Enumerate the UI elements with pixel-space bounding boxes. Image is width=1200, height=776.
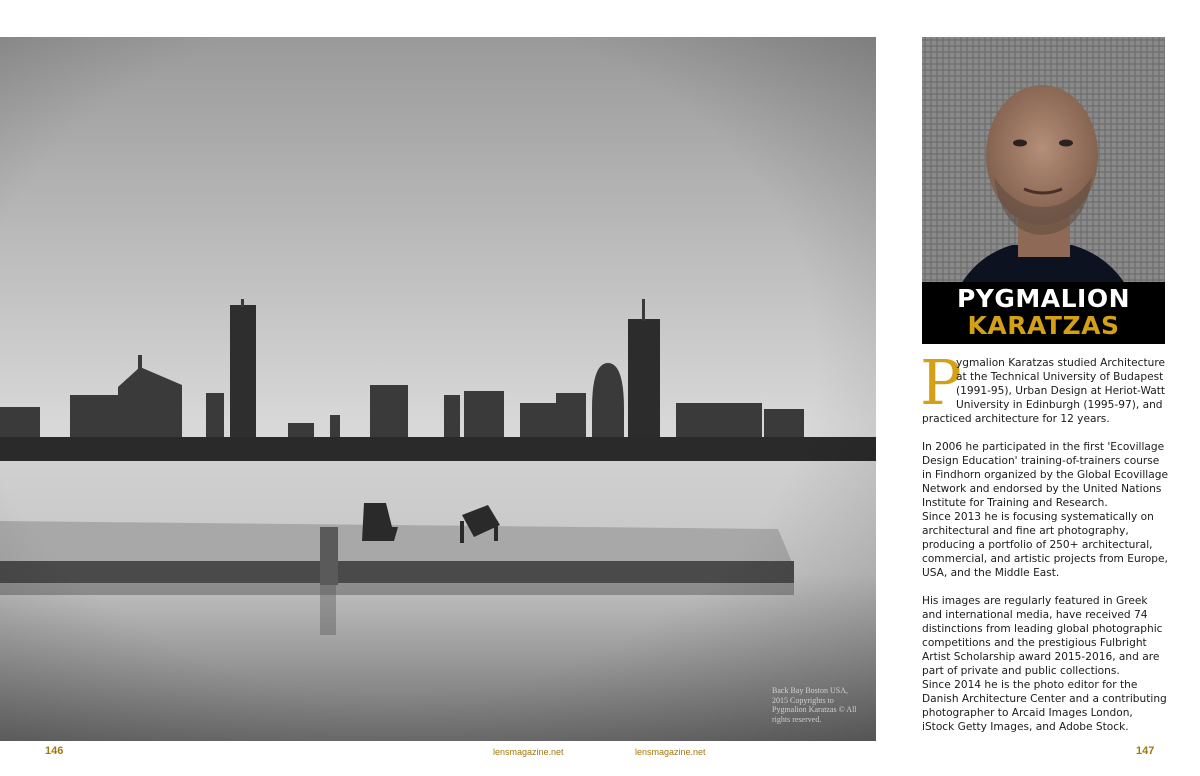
photo-caption: Back Bay Boston USA, 2015 Copyrights to Pygmalion Karatzas © All rights reserved. bbox=[772, 686, 857, 724]
footer-site-right: lensmagazine.net bbox=[635, 747, 706, 757]
page-number-right: 147 bbox=[1136, 745, 1155, 757]
footer-site-left: lensmagazine.net bbox=[493, 747, 564, 757]
page-number-left: 146 bbox=[45, 745, 64, 757]
bio-paragraph-1: P ygmalion Karatzas studied Architecture at the Technical University of Budapest (1991-95), Urban Design at Heriot-Watt University in Edinburgh (1995-97), and practiced architecture for 12 years. bbox=[920, 346, 1166, 425]
bio-paragraph-5: Since 2014 he is the photo editor for the Danish Architecture Center and a contributing photographer to Arcaid Images London, iStock Getty Images, and Adobe Stock. bbox=[922, 679, 1167, 733]
name-first: PYGMALION bbox=[956, 284, 1131, 313]
drop-cap: P bbox=[920, 346, 962, 419]
name-last: KARATZAS bbox=[967, 311, 1120, 340]
skyline-photo bbox=[0, 37, 876, 741]
bio-paragraph-2: In 2006 he participated in the first 'Ecovillage Design Education' training-of-trainers course in Findhorn organized by the Global Ecovillage Network and endorsed by the United Nations Institute for Training and Research. bbox=[922, 441, 1168, 509]
bio-paragraph-4: His images are regularly featured in Greek and international media, have received 74 distinctions from leading global photographic competitions and the prestigious Fulbright Artist Scholarship award 2015-2016, and are part of private and public collections. bbox=[922, 595, 1163, 677]
bio-paragraph-3: Since 2013 he is focusing systematically on architectural and fine art photography, producing a portfolio of 250+ architectural, commercial, and artistic projects from Europe, USA, and the Middle East. bbox=[922, 511, 1168, 579]
photographer-name-block bbox=[922, 282, 1165, 344]
photographer-bio bbox=[920, 346, 1168, 734]
